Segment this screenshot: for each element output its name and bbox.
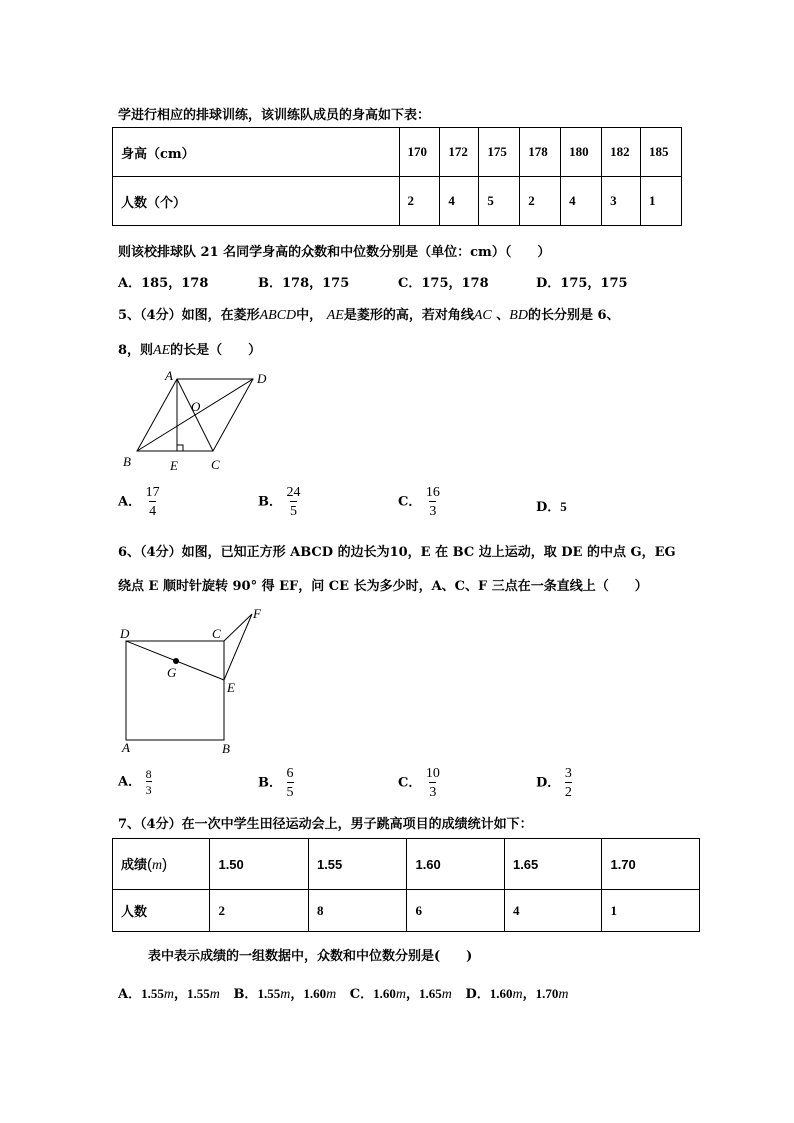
choice-label: C． (349, 987, 374, 1002)
label-g: G (167, 665, 177, 680)
q5-text: 5、（4分）如图，在菱形 (118, 308, 260, 323)
q6-line1: 6、（4分）如图，已知正方形 ABCD 的边长为10，E 在 BC 边上运动，取 DE 的中点 G，EG (118, 545, 676, 560)
right-angle-mark (177, 445, 183, 451)
table-cell: 180 (561, 128, 602, 177)
table-cell: 1.65 (504, 839, 602, 890)
table-cell: 4 (504, 890, 602, 932)
choice-label: A． (118, 774, 142, 790)
table-cell: 2 (210, 890, 309, 932)
segment-ef (224, 614, 252, 680)
fraction (146, 484, 160, 520)
q4-choice-d: D．175，175 (536, 276, 628, 291)
numerator: 24 (286, 485, 301, 500)
square-abcd (126, 641, 224, 740)
q7-choice-a: A．1.55m，1.55m (118, 986, 220, 1002)
table-row (113, 177, 682, 226)
fraction (287, 484, 301, 520)
q5-var: AC (473, 308, 492, 323)
q7-choices (118, 983, 569, 1003)
table-cell: 人数 (113, 890, 210, 932)
q7-choice-d: D．1.60m，1.70m (465, 986, 569, 1002)
table-cell: 3 (602, 177, 641, 226)
choice-value: 5 (560, 499, 567, 514)
q5-choice-a (118, 484, 160, 520)
q5-text: 是菱形的高，若对角线 (343, 308, 474, 323)
label-c: C (211, 457, 220, 472)
table-cell: 4 (561, 177, 602, 226)
label-b: B (222, 741, 230, 756)
table-cell: 8 (308, 890, 407, 932)
choice-label: D． (536, 500, 561, 515)
square-figure (110, 600, 280, 760)
table-cell: 1 (602, 890, 700, 932)
table-cell: 1.55 (308, 839, 407, 890)
q7-question: 表中表示成绩的一组数据中，众数和中位数分别是( ) (148, 949, 473, 964)
q5-choice-b (258, 484, 301, 520)
table-cell: 170 (399, 128, 440, 177)
q5-text: 8，则 (118, 343, 154, 358)
choice-label: B． (258, 775, 282, 791)
q5-var: AE (326, 308, 344, 323)
table-row (113, 839, 700, 890)
numerator: 16 (425, 485, 440, 500)
label-b: B (123, 454, 131, 469)
q5-choice-c (398, 484, 440, 520)
choice-value: 1.70 (535, 986, 559, 1001)
label-c: C (212, 626, 221, 641)
q4-choice-a: A．185，178 (118, 276, 209, 291)
diagonal-bd (137, 379, 253, 451)
denominator: 3 (145, 783, 152, 797)
q6-choice-d (536, 765, 572, 801)
choice-unit: m (512, 987, 523, 1002)
choice-unit: m (326, 987, 337, 1002)
choice-value: 1.60 (489, 986, 513, 1001)
table-row (113, 128, 682, 177)
q7-choice-b: B．1.55m，1.60m (233, 986, 337, 1002)
label-d: D (257, 371, 267, 386)
table-cell: 178 (520, 128, 561, 177)
choice-unit: m (280, 987, 291, 1002)
table-cell: 175 (479, 128, 520, 177)
fraction (426, 484, 440, 520)
fraction (565, 765, 572, 801)
q7-choice-c: C．1.60m，1.65m (349, 986, 452, 1002)
denominator: 5 (287, 782, 294, 801)
rhombus-figure (115, 365, 285, 475)
q5-line2 (118, 339, 261, 359)
table-cell: 1.70 (602, 839, 700, 890)
label-a: A (165, 368, 173, 383)
denominator: 3 (429, 782, 436, 801)
numerator: 17 (145, 485, 160, 500)
numerator: 8 (145, 767, 152, 781)
label-d: D (120, 626, 130, 641)
q4-height-table (112, 127, 682, 226)
choice-label: B． (258, 494, 282, 510)
fraction (146, 767, 152, 797)
table-cell: 4 (440, 177, 479, 226)
choice-label: D． (536, 775, 561, 791)
choice-value: 1.55 (257, 986, 281, 1001)
label-e: E (170, 458, 178, 473)
table-cell: 2 (520, 177, 561, 226)
choice-unit: m (163, 987, 174, 1002)
choice-value: 1.65 (419, 986, 442, 1001)
table-cell: 人数（个） (113, 177, 400, 226)
choice-value: 1.55 (141, 986, 164, 1001)
numerator: 6 (286, 766, 294, 781)
q4-choice-b: B．178，175 (258, 276, 350, 291)
choice-value: 1.55 (186, 986, 210, 1001)
segment-cf (224, 614, 252, 641)
numerator: 10 (425, 766, 440, 781)
table-cell: 172 (440, 128, 479, 177)
table-cell: 182 (602, 128, 641, 177)
q4-question: 则该校排球队 21 名同学身高的众数和中位数分别是（单位：cm）（ ） (118, 245, 551, 260)
q6-line2: 绕点 E 顺时针旋转 90° 得 EF，问 CE 长为多少时，A、C、F 三点在一条直线上（ ） (118, 579, 648, 594)
q5-text: 中， (296, 308, 323, 323)
q5-line1 (118, 304, 620, 324)
cell-unit: m (152, 858, 163, 873)
denominator: 3 (429, 501, 436, 520)
denominator: 5 (290, 501, 297, 520)
table-cell: 185 (640, 128, 681, 177)
table-cell: 1.50 (210, 839, 309, 890)
table-cell: 身高（cm） (113, 128, 400, 177)
table-cell: 2 (399, 177, 440, 226)
label-a: A (122, 740, 130, 755)
q5-text: 的长分别是 6、 (527, 308, 620, 323)
table-cell: 6 (407, 890, 505, 932)
numerator: 3 (564, 766, 572, 781)
q5-text: 的长是（ ） (170, 343, 262, 358)
label-f: F (253, 606, 261, 621)
table-row (113, 890, 700, 932)
q6-choice-c (398, 765, 440, 801)
q5-var: AE (153, 343, 171, 358)
fraction (426, 765, 440, 801)
q7-score-table (112, 838, 700, 932)
q5-var: ABCD (259, 308, 297, 323)
q4-intro: 学进行相应的排球训练，该训练队成员的身高如下表： (118, 108, 431, 123)
table-cell: 1.60 (407, 839, 505, 890)
denominator: 4 (149, 501, 156, 520)
q5-text: 、 (496, 308, 510, 323)
choice-label: C． (398, 775, 422, 791)
cell-label: 成绩 (121, 858, 148, 873)
table-cell: 1 (640, 177, 681, 226)
table-cell: 5 (479, 177, 520, 226)
q5-var: BD (509, 308, 528, 323)
table-cell: 成绩(m) (113, 839, 210, 890)
choice-value: 1.60 (373, 986, 396, 1001)
denominator: 2 (565, 782, 572, 801)
label-e: E (227, 680, 235, 695)
q5-choice-d (536, 496, 567, 515)
choice-value: 1.60 (303, 986, 327, 1001)
q6-choice-b (258, 765, 294, 801)
choice-label: A． (118, 987, 142, 1002)
choice-label: D． (465, 987, 490, 1002)
q4-choice-c: C．175，178 (398, 276, 489, 291)
choice-label: C． (398, 494, 422, 510)
choice-unit: m (558, 987, 569, 1002)
choice-unit: m (209, 987, 220, 1002)
fraction (287, 765, 294, 801)
label-o: O (191, 399, 201, 414)
choice-unit: m (441, 987, 452, 1002)
choice-label: B． (233, 987, 258, 1002)
q6-choice-a (118, 767, 152, 797)
q7-intro: 7、（4分）在一次中学生田径运动会上，男子跳高项目的成绩统计如下： (118, 817, 533, 832)
choice-unit: m (395, 987, 407, 1002)
point-g (173, 658, 179, 664)
choice-label: A． (118, 494, 142, 510)
